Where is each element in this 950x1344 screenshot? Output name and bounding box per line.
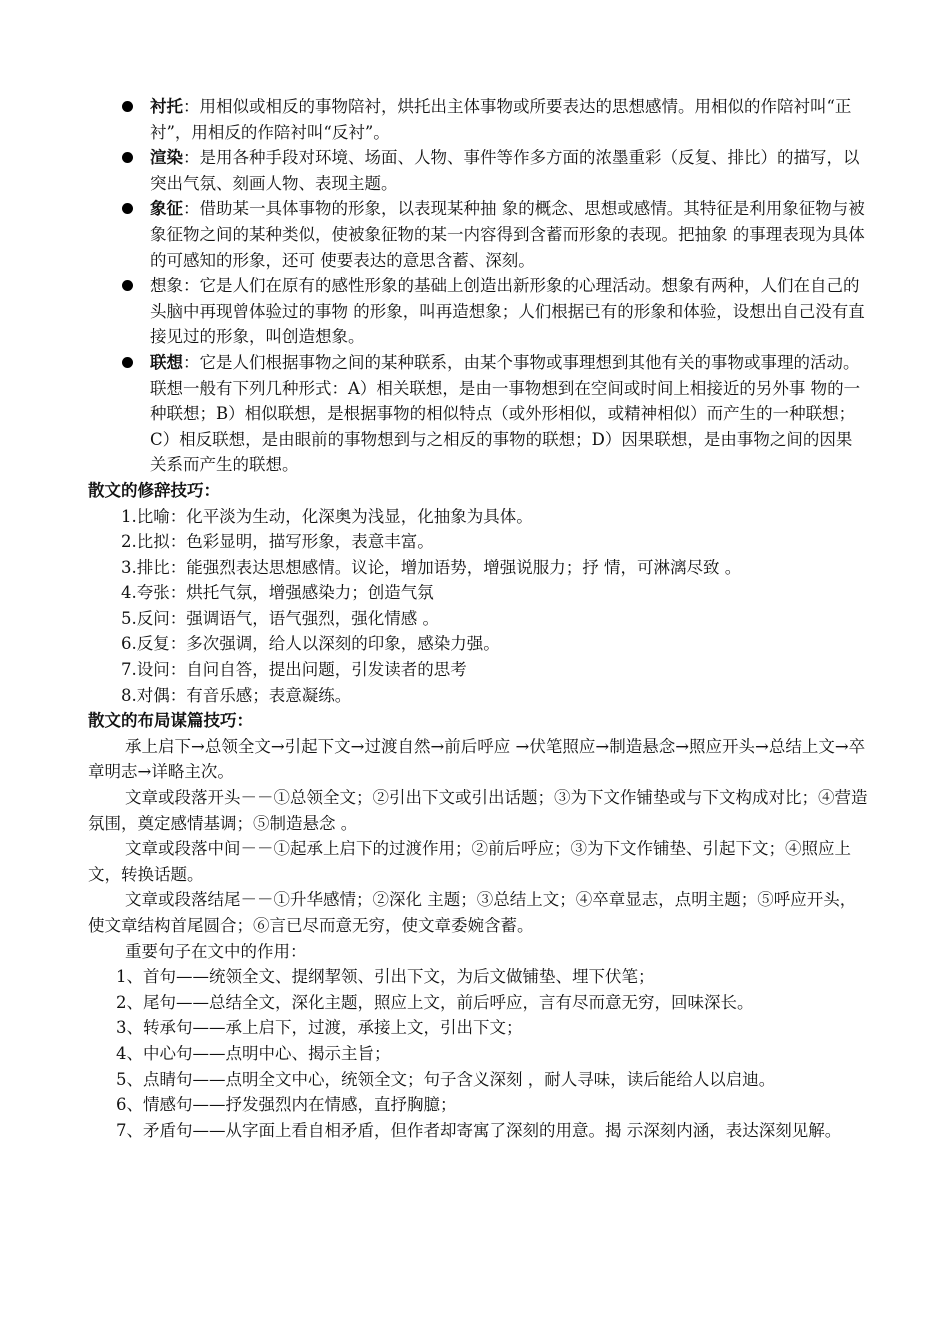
layout-heading: 散文的布局谋篇技巧： — [88, 711, 253, 731]
list-item: 5.反问：强调语气，语气强烈，强化情感 。 — [121, 608, 439, 628]
bullet-icon — [122, 203, 133, 214]
list-item: 6.反复：多次强调，给人以深刻的印象，感染力强。 — [121, 634, 500, 654]
term-label: 象征 — [150, 199, 183, 219]
paragraph: 承上启下→总领全文→引起下文→过渡自然→前后呼应 →伏笔照应→制造悬念→照应开头→总结上文→卒章明志→详略主次。 — [88, 736, 866, 782]
list-item — [88, 273, 868, 350]
paragraph: 文章或段落开头－－①总领全文；②引出下文或引出话题；③为下文作铺垫或与下文构成对比；④营造氛围，奠定感情基调；⑤制造悬念 。 — [88, 788, 868, 833]
list-item: 8.对偶：有音乐感；表意凝练。 — [121, 685, 352, 705]
list-item: 1、首句——统领全文、提纲挈领、引出下文，为后文做铺垫、埋下伏笔； — [116, 967, 655, 987]
list-item: 7、矛盾句——从字面上看自相矛盾，但作者却寄寓了深刻的用意。揭 示深刻内涵，表达深刻见解。 — [116, 1120, 842, 1140]
document-page — [88, 94, 868, 1143]
term-description: ：借助某一具体事物的形象，以表现某种抽 象的概念、思想或感情。其特征是利用象征物与被象征物之间的某种类似，使被象征物的某一内容得到含蓄而形象的表现。把抽象 的事理表现为具体的可感知的形象，还可 使要表达的意思含蓄、深刻。 — [150, 199, 865, 270]
list-item: 2.比拟：色彩显明，描写形象，表意丰富。 — [121, 532, 434, 552]
paragraph: 文章或段落结尾－－①升华感情；②深化 主题；③总结上文；④卒章显志，点明主题；⑤呼应开头，使文章结构首尾圆合；⑥言已尽而意无穷，使文章委婉含蓄。 — [88, 890, 857, 935]
sentence-role-list — [88, 964, 868, 1143]
term-description: ：是用各种手段对环境、场面、人物、事件等作多方面的浓墨重彩（反复、排比）的描写，以突出气氛、刻画人物、表现主题。 — [150, 148, 860, 193]
list-item — [88, 145, 868, 196]
list-item: 3.排比：能强烈表达思想感情。议论，增加语势，增强说服力；抒 情，可淋漓尽致 。 — [121, 557, 742, 577]
term-description: 想象：它是人们在原有的感性形象的基础上创造出新形象的心理活动。想象有两种，人们在自己的头脑中再现曾体验过的事物 的形象，叫再造想象；人们根据已有的形象和体验，设想出自己没有直接见过的形象，叫创造想象。 — [150, 276, 865, 347]
list-item — [88, 94, 868, 145]
bullet-icon — [122, 101, 133, 112]
list-item: 4、中心句——点明中心、揭示主旨； — [116, 1043, 391, 1063]
paragraph: 重要句子在文中的作用： — [125, 941, 307, 961]
list-item: 2、尾句——总结全文，深化主题，照应上文，前后呼应，言有尽而意无穷，回味深长。 — [116, 992, 754, 1012]
list-item: 6、情感句——抒发强烈内在情感，直抒胸臆； — [116, 1095, 457, 1115]
term-description: ：用相似或相反的事物陪衬，烘托出主体事物或所要表达的思想感情。用相似的作陪衬叫“正衬”，用相反的作陪衬叫“反衬”。 — [150, 97, 852, 142]
list-item: 1.比喻：化平淡为生动，化深奥为浅显，化抽象为具体。 — [121, 506, 533, 526]
paragraph: 文章或段落中间－－①起承上启下的过渡作用；②前后呼应；③为下文作铺垫、引起下文；④照应上文，转换话题。 — [88, 839, 851, 884]
bullet-icon — [122, 357, 133, 368]
rhetoric-list — [88, 504, 868, 709]
list-item — [88, 196, 868, 273]
bullet-icon — [122, 152, 133, 163]
list-item: 3、转承句——承上启下，过渡，承接上文，引出下文； — [116, 1018, 523, 1038]
term-description: ：它是人们根据事物之间的某种联系，由某个事物或事理想到其他有关的事物或事理的活动。联想一般有下列几种形式：A）相关联想，是由一事物想到在空间或时间上相接近的另外事 物的一种联想；B）相似联想，是根据事物的相似特点（或外形相似，或精神相似）而产生的一种联想；C）相反联想，是由眼前的事物想到与之相反的事物的联想；D）因果联想，是由事物之间的因果关系而产生的联想。 — [150, 352, 861, 475]
bullet-icon — [122, 280, 133, 291]
device-list — [88, 94, 868, 478]
rhetoric-heading: 散文的修辞技巧： — [88, 480, 220, 500]
list-item: 4.夸张：烘托气氛，增强感染力；创造气氛 — [121, 583, 434, 603]
term-label: 渲染 — [150, 148, 183, 168]
term-label: 联想 — [150, 352, 183, 372]
list-item: 5、点睛句——点明全文中心，统领全文；句子含义深刻 ，耐人寻味，读后能给人以启迪。 — [116, 1069, 776, 1089]
term-label: 衬托 — [150, 97, 183, 116]
list-item: 7.设问：自问自答，提出问题，引发读者的思考 — [121, 660, 467, 680]
list-item — [88, 350, 868, 478]
